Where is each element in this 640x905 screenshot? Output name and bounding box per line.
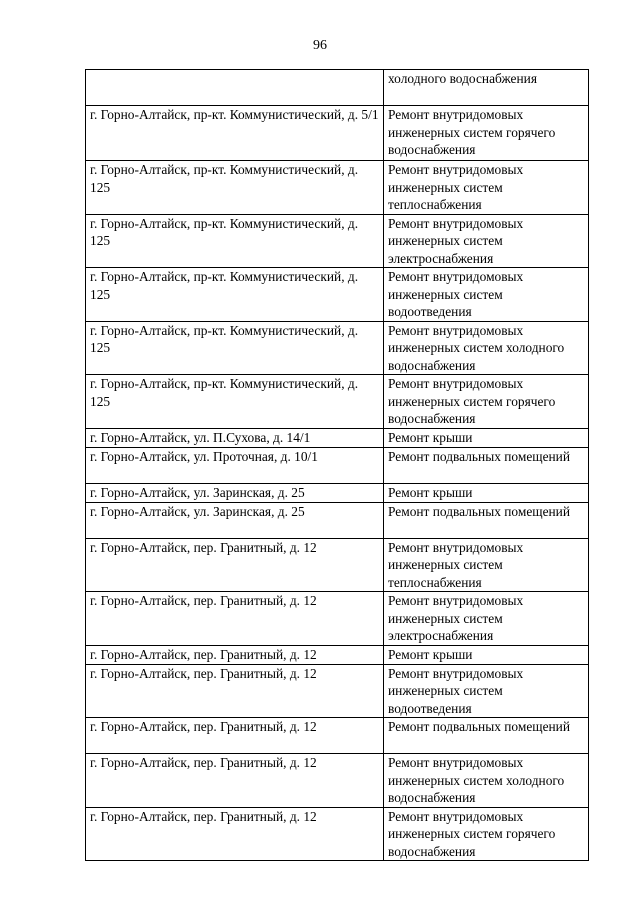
address-cell: г. Горно-Алтайск, ул. П.Сухова, д. 14/1 — [86, 428, 384, 447]
address-cell: г. Горно-Алтайск, пер. Гранитный, д. 12 — [86, 645, 384, 664]
work-cell: Ремонт крыши — [384, 483, 589, 502]
address-cell: г. Горно-Алтайск, пер. Гранитный, д. 12 — [86, 538, 384, 592]
table-row — [86, 375, 589, 429]
address-cell: г. Горно-Алтайск, пр-кт. Коммунистический, д. 125 — [86, 214, 384, 268]
address-cell — [86, 70, 384, 106]
address-cell: г. Горно-Алтайск, ул. Заринская, д. 25 — [86, 483, 384, 502]
work-cell: Ремонт внутридомовых инженерных систем горячего водоснабжения — [384, 807, 589, 861]
work-cell: холодного водоснабжения — [384, 70, 589, 106]
table-row — [86, 268, 589, 322]
work-cell: Ремонт внутридомовых инженерных систем водоотведения — [384, 664, 589, 718]
work-cell: Ремонт внутридомовых инженерных систем теплоснабжения — [384, 161, 589, 215]
work-cell: Ремонт внутридомовых инженерных систем водоотведения — [384, 268, 589, 322]
table-row — [86, 645, 589, 664]
address-cell: г. Горно-Алтайск, пр-кт. Коммунистический, д. 125 — [86, 375, 384, 429]
work-cell: Ремонт внутридомовых инженерных систем электроснабжения — [384, 214, 589, 268]
work-cell: Ремонт подвальных помещений — [384, 718, 589, 754]
work-cell: Ремонт крыши — [384, 428, 589, 447]
address-cell: г. Горно-Алтайск, пр-кт. Коммунистический, д. 125 — [86, 161, 384, 215]
table-row — [86, 754, 589, 808]
work-cell: Ремонт внутридомовых инженерных систем теплоснабжения — [384, 538, 589, 592]
table-row — [86, 538, 589, 592]
work-cell: Ремонт внутридомовых инженерных систем горячего водоснабжения — [384, 106, 589, 161]
address-cell: г. Горно-Алтайск, пр-кт. Коммунистический, д. 125 — [86, 321, 384, 375]
table-row — [86, 592, 589, 646]
table-row — [86, 106, 589, 161]
address-cell: г. Горно-Алтайск, пер. Гранитный, д. 12 — [86, 592, 384, 646]
table-row — [86, 428, 589, 447]
table-row — [86, 214, 589, 268]
work-cell: Ремонт крыши — [384, 645, 589, 664]
address-cell: г. Горно-Алтайск, ул. Заринская, д. 25 — [86, 502, 384, 538]
work-cell: Ремонт внутридомовых инженерных систем электроснабжения — [384, 592, 589, 646]
works-table — [85, 69, 589, 861]
address-cell: г. Горно-Алтайск, пер. Гранитный, д. 12 — [86, 807, 384, 861]
work-cell: Ремонт подвальных помещений — [384, 447, 589, 483]
table-row — [86, 70, 589, 106]
table-row — [86, 718, 589, 754]
address-cell: г. Горно-Алтайск, ул. Проточная, д. 10/1 — [86, 447, 384, 483]
table-row — [86, 502, 589, 538]
work-cell: Ремонт внутридомовых инженерных систем холодного водоснабжения — [384, 321, 589, 375]
table-row — [86, 664, 589, 718]
address-cell: г. Горно-Алтайск, пр-кт. Коммунистический, д. 5/1 — [86, 106, 384, 161]
page-number: 96 — [313, 38, 327, 53]
table-row — [86, 483, 589, 502]
work-cell: Ремонт внутридомовых инженерных систем холодного водоснабжения — [384, 754, 589, 808]
table-row — [86, 321, 589, 375]
work-cell: Ремонт подвальных помещений — [384, 502, 589, 538]
work-cell: Ремонт внутридомовых инженерных систем горячего водоснабжения — [384, 375, 589, 429]
table-row — [86, 447, 589, 483]
address-cell: г. Горно-Алтайск, пер. Гранитный, д. 12 — [86, 718, 384, 754]
address-cell: г. Горно-Алтайск, пр-кт. Коммунистический, д. 125 — [86, 268, 384, 322]
address-cell: г. Горно-Алтайск, пер. Гранитный, д. 12 — [86, 754, 384, 808]
address-cell: г. Горно-Алтайск, пер. Гранитный, д. 12 — [86, 664, 384, 718]
table-row — [86, 161, 589, 215]
table-row — [86, 807, 589, 861]
